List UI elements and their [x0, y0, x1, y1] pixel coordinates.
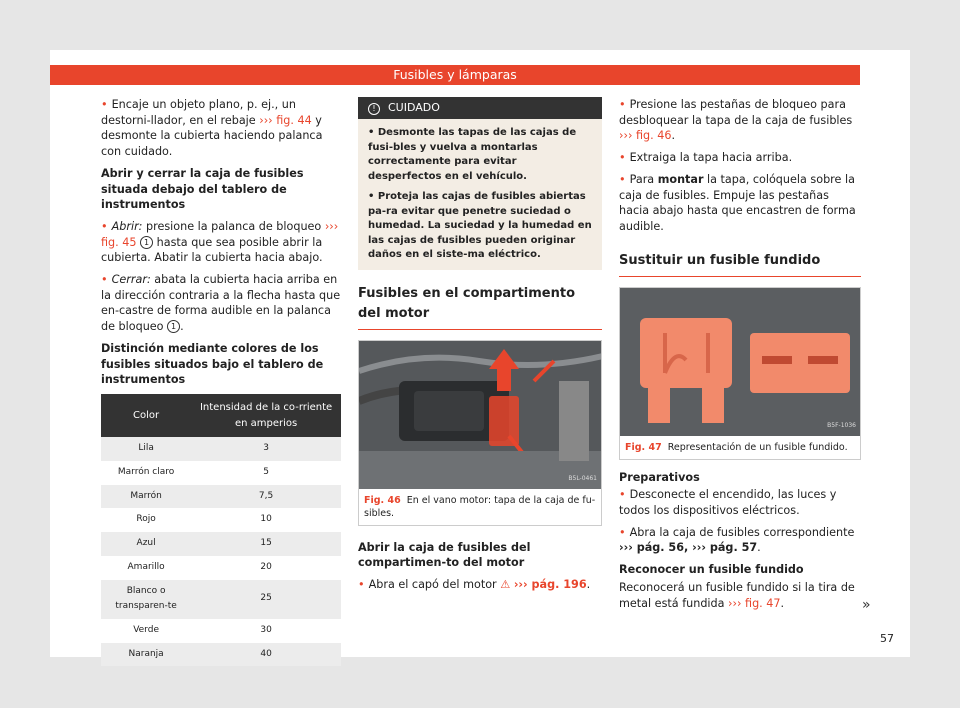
page-header: Fusibles y lámparas	[50, 65, 860, 85]
table-row: Blanco o transparen-te 25	[101, 580, 341, 619]
blown-fuse-photo	[620, 288, 860, 436]
fig-46-link[interactable]: ››› fig. 46	[619, 129, 672, 143]
table-row: Marrón claro 5	[101, 461, 341, 485]
bullet-icon: •	[619, 151, 626, 165]
engine-fusebox-photo	[359, 341, 601, 489]
table-header-amperage: Intensidad de la co-rriente en amperios	[191, 394, 341, 437]
bullet-icon: •	[368, 191, 378, 202]
table-row: Rojo 10	[101, 508, 341, 532]
paragraph-1: • Encaje un objeto plano, p. ej., un destorni-llador, en el rebaje ››› fig. 44 y desmonte la cubierta haciendo palanca con cuidado.	[101, 98, 323, 159]
info-circle-icon: !	[368, 103, 380, 115]
heading-colors: Distinción mediante colores de los fusibles situados bajo el tablero de instrumentos	[101, 341, 324, 387]
bullet-icon: •	[101, 98, 108, 111]
fig-44-link[interactable]: ››› fig. 44	[259, 113, 312, 127]
heading-preparations: Preparativos	[619, 470, 700, 484]
bullet-icon: •	[619, 488, 626, 502]
table-row: Verde 30	[101, 619, 341, 643]
table-row: Naranja 40	[101, 643, 341, 667]
paragraph-recognize: Reconocerá un fusible fundido si la tira de metal está fundida ››› fig. 47.	[619, 580, 855, 610]
column-1	[101, 97, 341, 666]
warning-triangle-icon: ⚠	[500, 577, 511, 591]
page-number: 57	[880, 632, 894, 645]
paragraph-press-tabs: • Presione las pestañas de bloqueo para desbloquear la tapa de la caja de fusibles ››› fig. 46.	[619, 98, 853, 143]
figure-47	[619, 287, 861, 460]
fig-45-link[interactable]: ››› fig. 45	[101, 219, 339, 249]
heading-open-close: Abrir y cerrar la caja de fusibles situada debajo del tablero de instrumentos	[101, 166, 304, 212]
paragraph-open-fusebox: • Abra la caja de fusibles correspondiente ››› pág. 56, ››› pág. 57.	[619, 525, 855, 555]
fuse-color-table	[101, 394, 341, 666]
bullet-icon: •	[101, 273, 108, 287]
paragraph-mount-cover: • Para montar la tapa, colóquela sobre la caja de fusibles. Empuje las pestañas hacia abajo hasta que encastren de forma audible.	[619, 172, 856, 233]
table-row: Lila 3	[101, 437, 341, 461]
page-56-57-link[interactable]: ››› pág. 56, ››› pág. 57	[619, 541, 758, 555]
page-196-link[interactable]: ››› pág. 196	[513, 577, 587, 591]
bullet-icon: •	[619, 525, 626, 539]
callout-number-icon: 1	[167, 320, 180, 333]
fig-47-link[interactable]: ››› fig. 47	[728, 596, 781, 610]
engine-fusebox-illustration	[359, 341, 601, 489]
table-header-color: Color	[101, 394, 191, 437]
callout-number-icon: 1	[140, 236, 153, 249]
blown-fuse-illustration	[620, 288, 860, 436]
table-header-row	[101, 394, 341, 437]
caution-header: ! CUIDADO	[358, 97, 602, 119]
figure-46-caption: Fig. 46 En el vano motor: tapa de la caja de fu-sibles.	[364, 494, 596, 519]
section-title-replace-fuse: Sustituir un fusible fundido	[619, 251, 861, 277]
column-3	[619, 97, 861, 617]
bullet-icon: •	[619, 172, 626, 186]
paragraph-open: • Abrir: presione la palanca de bloqueo ››› fig. 45 1 hasta que sea posible abrir la cubierta. Abatir la cubierta hacia abajo.	[101, 219, 339, 265]
figure-47-caption: Fig. 47 Representación de un fusible fundido.	[625, 441, 848, 453]
bullet-icon: •	[368, 127, 378, 138]
heading-open-engine-fusebox: Abrir la caja de fusibles del compartimen-to del motor	[358, 540, 531, 570]
figure-46	[358, 340, 602, 526]
figure-code: B5L-0461	[568, 474, 597, 482]
paragraph-open-hood: • Abra el capó del motor ⚠ ››› pág. 196.	[358, 577, 591, 591]
table-row: Azul 15	[101, 532, 341, 556]
bullet-icon: •	[101, 219, 108, 233]
bullet-icon: •	[358, 577, 365, 591]
paragraph-close: • Cerrar: abata la cubierta hacia arriba en la dirección contraria a la flecha hasta que en-castre de forma audible en la palanca de bloqueo 1 .	[101, 273, 341, 334]
bullet-icon: •	[619, 98, 626, 111]
section-title-engine-fuses: Fusibles en el compartimento del motor	[358, 284, 602, 330]
caution-body: • Desmonte las tapas de las cajas de fusi-bles y vuelva a montarlas correctamente para evitar desperfectos en el vehículo. • Proteja las cajas de fusibles abiertas pa-ra evitar que penetre suciedad o humedad. La suciedad y la humedad en las cajas de fusibles pueden originar daños en el siste-ma eléctrico.	[368, 127, 592, 260]
heading-recognize-fuse: Reconocer un fusible fundido	[619, 563, 804, 577]
continue-mark: »	[862, 597, 871, 613]
figure-code: B5F-1036	[827, 421, 856, 429]
table-row: Marrón 7,5	[101, 485, 341, 509]
caution-box	[358, 97, 602, 270]
paragraph-switch-off: • Desconecte el encendido, las luces y todos los dispositivos eléctricos.	[619, 488, 837, 518]
column-2	[358, 97, 602, 599]
paragraph-pull-cover: • Extraiga la tapa hacia arriba.	[619, 151, 793, 165]
table-row: Amarillo 20	[101, 556, 341, 580]
